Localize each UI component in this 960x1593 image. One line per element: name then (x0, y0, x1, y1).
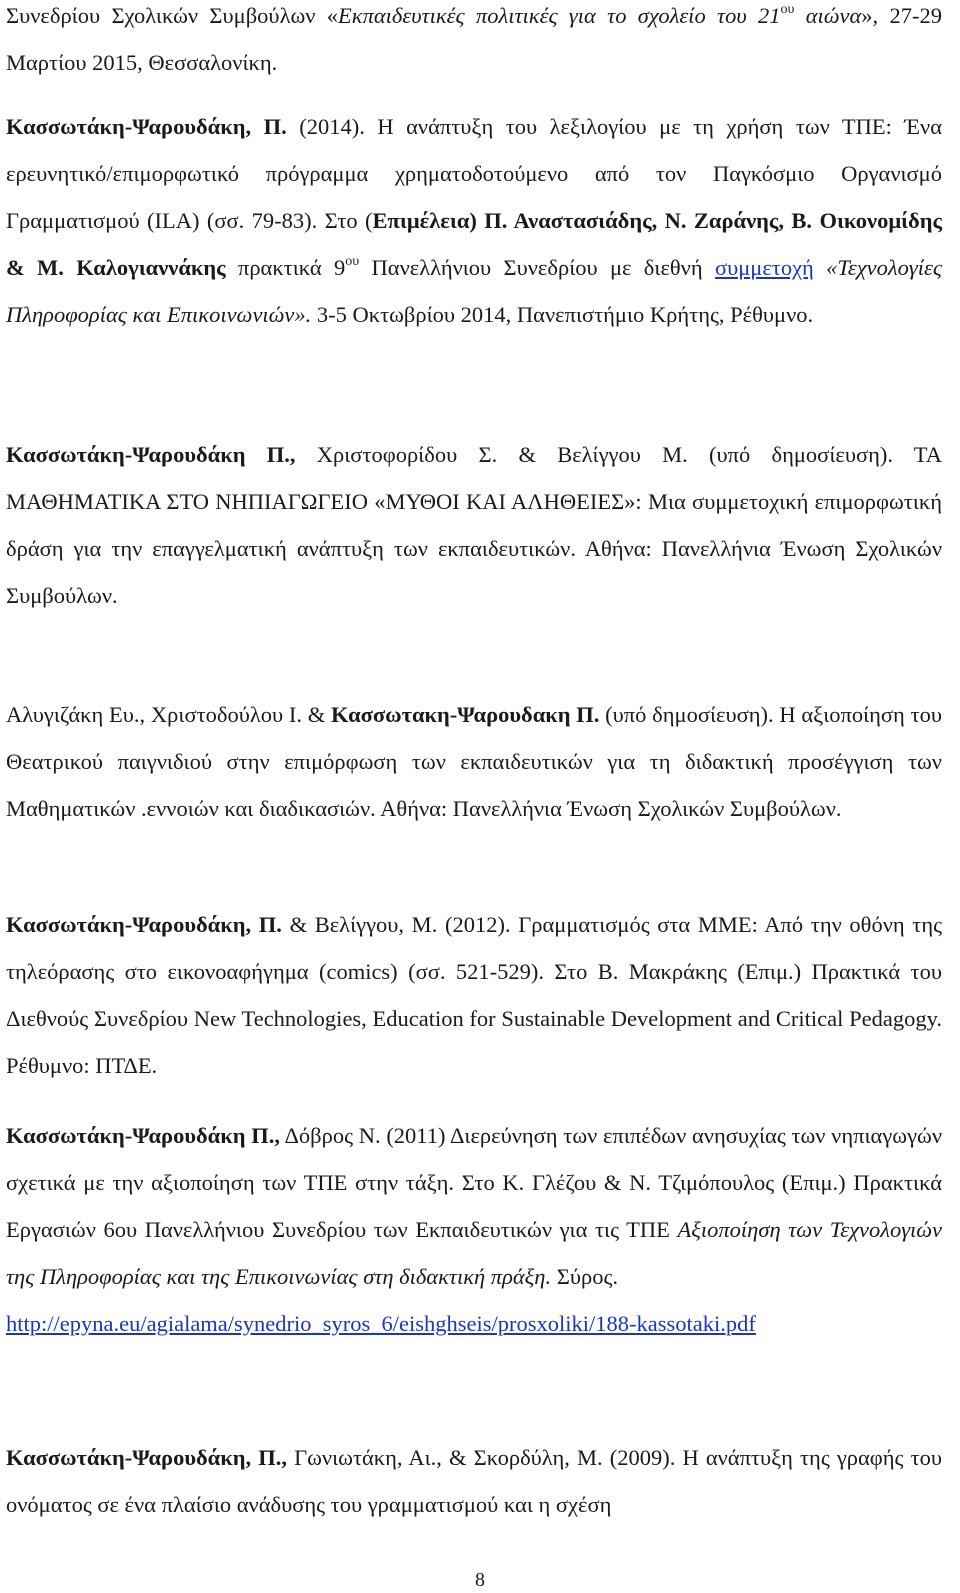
reference-entry (6, 1434, 942, 1528)
space (814, 255, 826, 280)
reference-text: Συνεδρίου Σχολικών Συμβούλων « (6, 3, 339, 28)
reference-text: Γωνιωτάκη, Αι., & Σκορδύλη, Μ. (2009). Η ανάπτυξη της γραφής του ονόματος σε ένα πλαίσιο ανάδυσης του γραμματισμού και η σχέση (6, 1445, 942, 1517)
reference-text: (2014). Η ανάπτυξη του λεξιλογίου με τη χρήση των ΤΠΕ: Ένα ερευνητικό/επιμορφωτικό πρόγραμμα χρηματοδοτούμενο από τον Παγκόσμιο Οργανισμό Γραμματισμού (ILA) (σσ. 79-83). Στο ( (6, 114, 942, 233)
reference-text: (υπό δημοσίευση). Η αξιοποίηση του Θεατρικού παιγνιδιού στην επιμόρφωση των εκπαιδευτικών για τη διδακτική προσέγγιση των Μαθηματικών .εννοιών και διαδικασιών. Αθήνα: Πανελλήνια Ένωση Σχολικών Συμβούλων. (6, 702, 943, 821)
editors: Επιμέλεια) Π. Αναστασιάδης, Ν. Ζαράνης, Β. Οικονομίδης & Μ. Καλογιαννάκης (6, 208, 943, 280)
page-number: 8 (475, 1569, 485, 1591)
reference-text: & Βελίγγου, Μ. (2012). Γραμματισμός στα ΜΜΕ: Από την οθόνη της τηλεόρασης στο εικονοαφήγημα (comics) (σσ. 521-529). Στο Β. Μακράκης (Επιμ.) Πρακτικά του Διεθνούς Συνεδρίου New Technologies, Education for Sustainable Development and Critical Pedagogy. Ρέθυμνο: ΠΤΔΕ. (6, 912, 943, 1078)
reference-entry (6, 431, 942, 619)
reference-text: », 27-29 Μαρτίου 2015, Θεσσαλονίκη. (6, 3, 942, 75)
reference-text: Χριστοφορίδου Σ. & Βελίγγου Μ. (υπό δημοσίευση). ΤΑ ΜΑΘΗΜΑΤΙΚΑ ΣΤΟ ΝΗΠΙΑΓΩΓΕΙΟ «ΜΥΘΟΙ ΚΑΙ ΑΛΗΘΕΙΕΣ»: Μια συμμετοχική επιμορφωτική δράση για την επαγγελματική ανάπτυξη των εκπαιδευτικών. Αθήνα: Πανελλήνια Ένωση Σχολικών Συμβούλων. (6, 442, 943, 608)
reference-entry (6, 1112, 942, 1347)
conference-title: Εκπαιδευτικές πολιτικές για το σχολείο του 21 (338, 3, 781, 28)
conference-title: «Τεχνολογίες Πληροφορίας και Επικοινωνιών». (6, 255, 942, 327)
author-name: Κασσωτάκη-Ψαρουδάκη, Π. (6, 114, 287, 139)
author-name: Κασσωτακη-Ψαρουδακη Π. (331, 702, 600, 727)
reference-text: πρακτικά 9 (225, 255, 346, 280)
reference-text: Σύρος. (551, 1264, 618, 1289)
reference-entry (6, 691, 942, 832)
author-name: Κασσωτάκη-Ψαρουδάκη Π., (6, 442, 296, 467)
conference-title-end: αιώνα (794, 3, 862, 28)
reference-continuation (6, 0, 942, 86)
author-name: Κασσωτάκη-Ψαρουδάκη Π., (6, 1123, 280, 1148)
superscript: ου (780, 1, 795, 17)
proceedings-title: Αξιοποίηση των Τεχνολογιών της Πληροφορίας και της Επικοινωνίας στη διδακτική πράξη. (6, 1217, 942, 1289)
reference-text: Δόβρος Ν. (2011) Διερεύνηση των επιπέδων ανησυχίας των νηπιαγωγών σχετικά με την αξιοποίηση των ΤΠΕ στην τάξη. Στο Κ. Γλέζου & Ν. Τζιμόπουλος (Επιμ.) Πρακτικά Εργασιών 6ου Πανελλήνιου Συνεδρίου των Εκπαιδευτικών για τις ΤΠΕ (6, 1123, 943, 1242)
reference-text: Αλυγιζάκη Ευ., Χριστοδούλου Ι. & (6, 702, 332, 727)
participation-link[interactable]: συμμετοχή (714, 255, 814, 280)
reference-entry (6, 103, 942, 338)
reference-text: 3-5 Οκτωβρίου 2014, Πανεπιστήμιο Κρήτης, Ρέθυμνο. (311, 302, 814, 327)
superscript: ου (345, 253, 360, 269)
reference-text: Πανελλήνιου Συνεδρίου με διεθνή (359, 255, 715, 280)
reference-url-link[interactable]: http://epyna.eu/agialama/synedrio_syros_6/eishghseis/prosxoliki/188-kassotaki.pdf (6, 1311, 756, 1336)
author-name: Κασσωτάκη-Ψαρουδάκη, Π. (6, 912, 282, 937)
reference-entry (6, 901, 942, 1089)
author-name: Κασσωτάκη-Ψαρουδάκη, Π., (6, 1445, 287, 1470)
